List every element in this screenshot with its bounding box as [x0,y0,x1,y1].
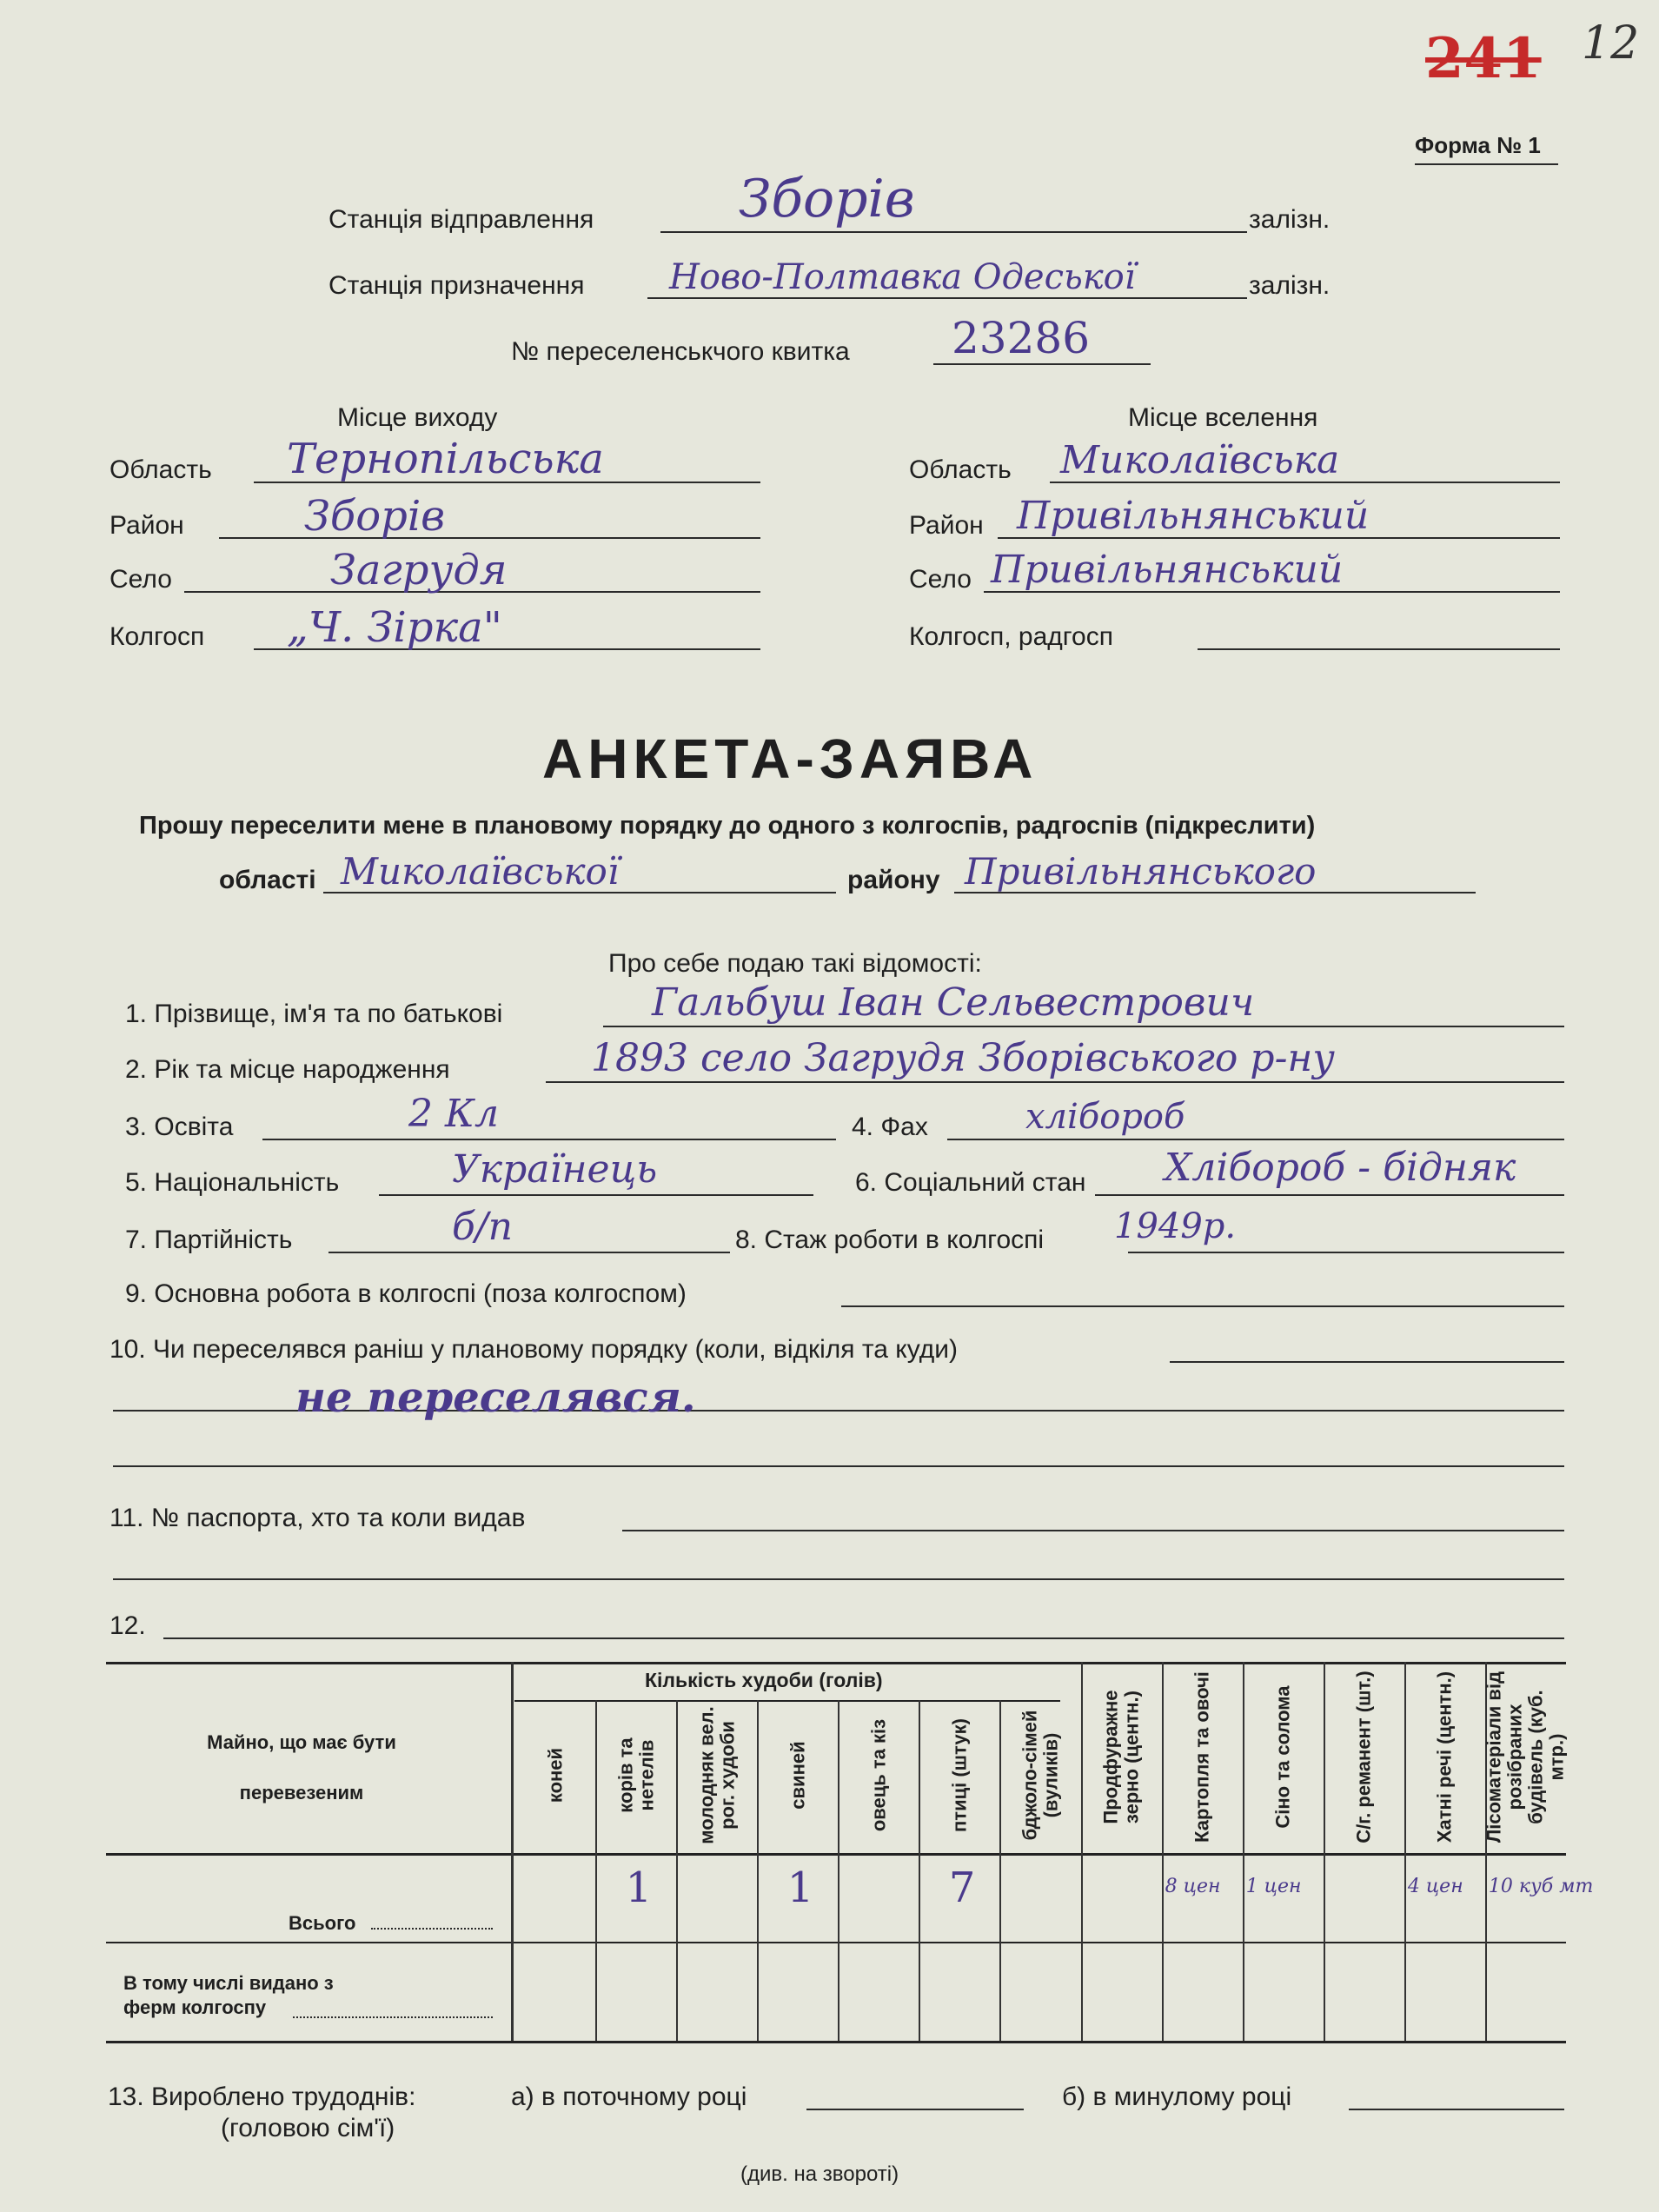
col-header-horses: коней [543,1748,566,1803]
departure-label: Станція відправлення [328,205,594,234]
field-6-value: Хлібороб - бідняк [1165,1146,1516,1190]
settlement-raion-value: Привільнянський [1017,494,1370,538]
request-raion-label: району [847,866,940,894]
col-header-timber: Лісоматеріали від розібраних будівель (куб. мтр.) [1483,1671,1568,1843]
origin-oblast-value: Тернопільська [287,435,604,483]
field-4-label: 4. Фах [852,1113,928,1141]
page-number: 12 [1582,17,1640,70]
origin-selo-label: Село [109,565,172,594]
total-value-potatoes-veg: 8 цен [1165,1876,1221,1897]
request-raion-value: Привільнянського [965,850,1317,893]
col-header-sheep-goats: овець та кіз [866,1719,889,1832]
field-1-value: Гальбуш Іван Сельвестрович [652,980,1255,1025]
field-10-label: 10. Чи переселявся раніш у плановому порядку (коли, відкіля та куди) [109,1335,959,1364]
settlement-heading: Місце вселення [1128,403,1318,432]
table-livestock-header: Кількість худоби (голів) [645,1669,883,1691]
total-value-pigs: 1 [786,1863,814,1912]
table-total-label: Всього [289,1912,356,1934]
field-5-label: 5. Національність [125,1168,340,1197]
request-oblast-label: області [219,866,316,894]
col-header-grain: Продфуражне зерно (центн.) [1099,1690,1143,1825]
total-value-household: 4 цен [1407,1876,1463,1897]
settlement-oblast-value: Миколаївська [1060,438,1340,482]
field-4-value: хлібороб [1025,1097,1185,1137]
origin-heading: Місце виходу [337,403,498,432]
form-label: Форма № 1 [1415,132,1541,158]
col-header-household: Хатні речі (центн.) [1433,1671,1456,1843]
origin-oblast-label: Область [109,455,212,484]
origin-selo-value: Загрудя [330,546,508,595]
origin-kolhosp-value: „Ч. Зірка" [287,603,502,652]
table-farm-label: В тому числі видано з ферм колгоспу [123,1972,334,2018]
info-heading: Про себе подаю такі відомості: [608,949,982,978]
settlement-kolhosp-label: Колгосп, радгосп [909,622,1113,651]
field-9-label: 9. Основна робота в колгоспі (поза колгоспом) [125,1279,687,1308]
col-header-young-cattle: молодняк вел. рог. худоби [694,1706,738,1845]
departure-value: Зборів [739,169,915,229]
field-11-label: 11. № паспорта, хто та коли видав [109,1504,526,1532]
col-header-poultry: птиці (штук) [947,1718,970,1833]
workdays-sub: (головою сім'ї) [221,2114,395,2142]
field-5-value: Українець [452,1147,658,1192]
workdays-label: 13. Вироблено трудоднів: [108,2082,416,2111]
field-8-label: 8. Стаж роботи в колгоспі [735,1226,1045,1254]
field-1-label: 1. Прізвище, ім'я та по батькові [125,1000,503,1028]
ticket-value: 23286 [952,313,1091,363]
workdays-current-label: а) в поточному році [511,2082,747,2111]
total-value-hay-straw: 1 цен [1245,1876,1302,1897]
field-10-value: не переселявся. [295,1373,696,1422]
field-2-label: 2. Рік та місце народження [125,1055,450,1084]
settlement-selo-value: Привільнянський [991,548,1344,592]
railway-suffix-2: залізн. [1249,271,1331,300]
ticket-label: № переселенськчого квитка [511,337,850,366]
total-value-timber: 10 куб мт [1488,1876,1594,1897]
railway-suffix-1: залізн. [1249,205,1331,234]
col-header-pigs: свиней [786,1741,808,1810]
col-header-potatoes-veg: Картопля та овочі [1191,1671,1213,1843]
field-3-label: 3. Освіта [125,1113,234,1141]
origin-raion-value: Зборів [304,492,446,541]
request-text: Прошу переселити мене в плановому порядку до одного з колгоспів, радгоспів (підкреслити) [139,812,1316,840]
request-oblast-value: Миколаївської [341,850,620,893]
property-table [106,1662,1594,2053]
field-3-value: 2 Кл [408,1092,500,1136]
col-header-hay-straw: Сіно та солома [1271,1685,1294,1830]
col-header-beehives: бджоло-сімей (вуликів) [1019,1710,1061,1841]
field-2-value: 1893 село Загрудя Зборівського р-ну [591,1036,1335,1080]
total-value-cows: 1 [625,1863,653,1912]
archive-number: 241 [1425,26,1542,91]
field-6-label: 6. Соціальний стан [855,1168,1086,1197]
field-8-value: 1949р. [1114,1206,1237,1246]
destination-label: Станція призначення [328,271,585,300]
origin-kolhosp-label: Колгосп [109,622,205,651]
settlement-oblast-label: Область [909,455,1012,484]
see-back-note: (див. на звороті) [740,2162,899,2186]
origin-raion-label: Район [109,511,184,540]
col-header-cows: корів та нетелів [614,1737,657,1814]
total-value-poultry: 7 [948,1863,976,1912]
field-12-label: 12. [109,1611,146,1640]
field-7-label: 7. Партійність [125,1226,293,1254]
page-title: АНКЕТА-ЗАЯВА [542,727,1039,790]
table-property-header: Майно, що має бути перевезеним [207,1731,396,1803]
settlement-selo-label: Село [909,565,972,594]
field-7-value: б/п [452,1205,514,1249]
settlement-raion-label: Район [909,511,984,540]
workdays-last-label: б) в минулому році [1062,2082,1292,2111]
col-header-equipment: С/г. реманент (шт.) [1352,1671,1375,1844]
destination-value: Ново-Полтавка Одеської [669,257,1136,297]
